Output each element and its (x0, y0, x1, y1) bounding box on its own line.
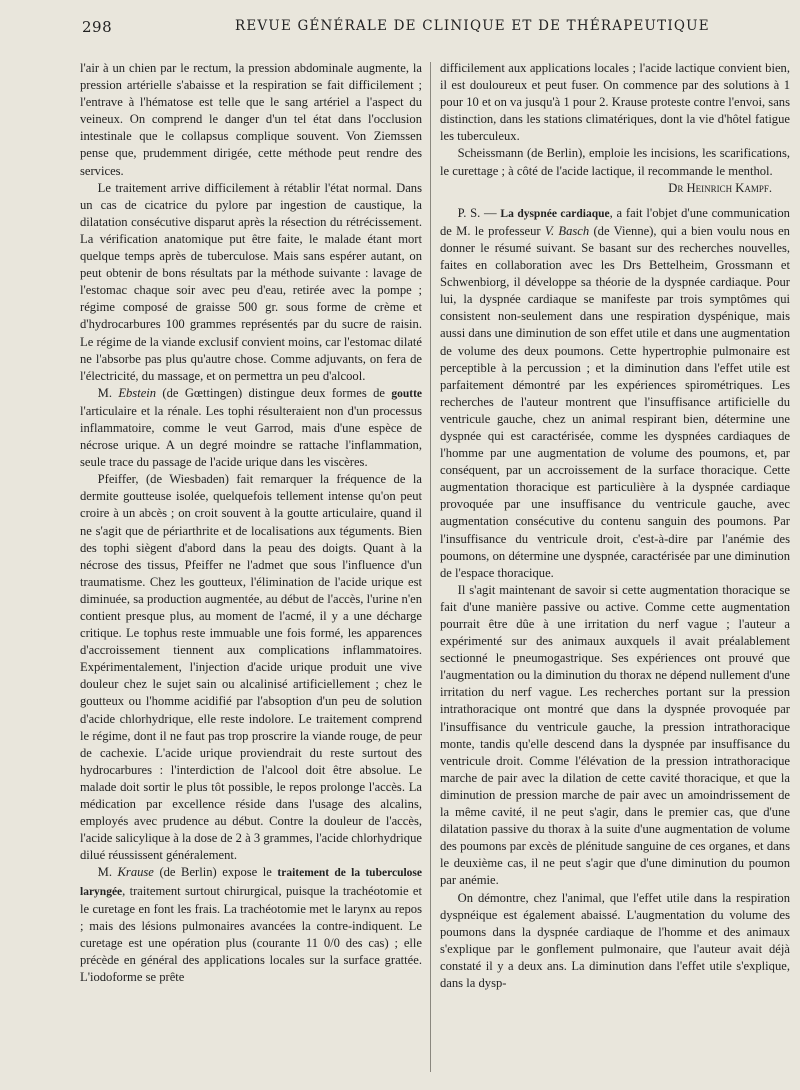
text-run: (de Vienne), qui a bien voulu nous en donner le résumé suivant. Se basant sur des recherches nouvelles, faites en collaboration avec les Drs Bettelheim, Grossmann et Schwenbiorg, il développe sa théorie de la dyspnée cardiaque. Pour lui, la dyspnée cardiaque se manifeste par trois symptômes qui consistent non-seulement dans une respiration dyspénique, mais aussi dans une diminution de son effet utile et dans une augmentation de volume des deux poumons. Cette hypertrophie pulmonaire est perceptible à la percussion ; et la diminution dans l'effet utile est parfaitement démontré par les expériences spirométriques. Les recherches de l'auteur montrent que l'insuffisance artificielle du ventricule gauche, chez un animal respirant bien, détermine une dyspnée qui est caractérisée, comme les dyspnées cardiaques de l'homme par une augmentation de volume des poumons, et, par conséquent, par un accroissement de la surface thoracique. Cette augmentation thoracique est particulière à la dyspnée cardiaque provoquée par une insuffisance du ventricule gauche, avec augmentation consécutive du contenu sanguin des poumons. Par l'insuffisance du ventricule droit, c'est-à-dire par l'anémie des poumons, on détermine une dyspnée, caractérisée par une diminution de l'espace thoracique. (440, 223, 790, 580)
paragraph-ebstein-goutte (80, 385, 422, 471)
page-header (70, 16, 795, 44)
author-name: V. Basch (544, 223, 590, 238)
author-signature: Dr Heinrich Kampf. (668, 180, 772, 195)
topic-term: La dyspnée cardiaque (500, 207, 610, 220)
column-divider (430, 62, 431, 1072)
text-run: (de Gœttingen) distingue deux formes de (156, 385, 392, 400)
author-name: Ebstein (118, 385, 157, 400)
paragraph-scheissmann: Scheissmann (de Berlin), emploie les incisions, les scarifications, le curettage ; à côté de l'acide lactique, il recommande le menthol. (440, 146, 790, 178)
paragraph-effet-utile: On démontre, chez l'animal, que l'effet utile dans la respiration dyspnéique est également abaissé. L'augmentation du volume des poumons dans la dyspnée cardiaque de l'homme et des animaux s'explique par le gonflement pulmonaire, que l'auteur avait déjà constaté il y a deux ans. La diminution dans l'effet utile s'explique, dans la dysp- (440, 890, 790, 990)
section-gap (440, 197, 790, 205)
text-run: M. (97, 385, 119, 400)
topic-term: traitement de la tuberculose laryngée (80, 867, 422, 898)
topic-term: goutte (391, 387, 422, 400)
paragraph-augmentation-thoracique: Il s'agit maintenant de savoir si cette augmentation thoracique se fait d'une manière passive ou active. Comme cette augmentation pourrait être dûe à une irritation du nerf vague ; l'auteur a expérimenté sur des animaux auxquels il avait préalablement sectionné le pneumogastrique. Ses expériences ont prouvé que l'augmentation ou la diminution du thorax ne dépend nullement d'une irritation du nerf vague. Les recherches portant sur la pression intrathoracique ont montré que dans la dyspnée provoquée par l'insuffisance du ventricule gauche, la pression intrathoracique monte, tandis qu'elle descend dans la dyspnée par insuffisance du ventricule droit. Comme l'élévation de la pression intrathoracique marche de pair avec la dilation de cette cavité thoracique, et que la diminution de pression marche de pair avec un amoindrissement de la même cavité, il ne peut s'agir, dans le premier cas, que d'une dilatation passive du thorax à la suite d'une augmentation de volume des poumons par excès de plénitude sanguine de ces organes, et dans le deuxième cas, il ne peut s'agir que d'une diminution du poumon par anémie. (440, 582, 790, 888)
running-title: REVUE GÉNÉRALE DE CLINIQUE ET DE THÉRAPEUTIQUE (235, 18, 710, 34)
page-number: 298 (82, 18, 113, 36)
right-column (440, 60, 790, 1080)
text-run: , a fait l'objet d'une communication de M. le professeur (440, 205, 790, 238)
paragraph-traitement-dilatation: Le traitement arrive difficilement à rétablir l'état normal. Dans un cas de cicatrice du pylore par ingestion de caustique, la dilatation consécutive disparut après la résection du rétrécissement. La vérification anatomique put être faite, le malade étant mort quelque temps après de tuberculose. Mais sans espérer autant, on peut obtenir de bons résultats par la méthode suivante : lavage de l'estomac chaque soir avec peu d'eau, retirée avec la pompe ; régime composé de graisse 500 gr. sous forme de crème et d'hydrocarbures 100 grammes représentés par du sucre de raisin. Le régime de la viande exclusif convient moins, car l'estomac dilaté ne l'absorbe pas plus qu'autre chose. Comme adjuvants, on fera de l'électricité, du massage, et on permettra un peu d'alcool. (80, 180, 422, 383)
author-name: Krause (117, 865, 154, 880)
text-run: l'articulaire et la rénale. Les tophi résulteraient non d'un processus inflammatoire, comme le veut Garrod, mais d'une espèce de nécrose urique. A un degré moindre se rattache l'inflammation, seule trace du passage de l'acide urique dans les viscères. (80, 403, 422, 470)
paragraph-dyspnee-cardiaque (440, 205, 790, 582)
text-run: , traitement surtout chirurgical, puisque la trachéotomie et le curetage en font les frais. La trachéotomie met le larynx au repos ; mais des lésions pulmonaires avancées la contre-indiquent. Le curetage est une opération plus (courante 11 0/0 des cas) ; elle précède en général des applications locales sur la surface grattée. L'iodoforme se prête (80, 883, 422, 984)
text-run: (de Berlin) expose le (153, 865, 278, 880)
paragraph-krause-tuberculose (80, 864, 422, 986)
paragraph-acide-lactique: difficilement aux applications locales ; l'acide lactique convient bien, il est douloureux et peut fuser. On commence par des solutions à 1 pour 10 et on va jusqu'à 1 pour 2. Krause proteste contre l'envoi, sans distinction, dans les stations climatériques, dont la vie d'hôtel fatigue les tuberculeux. (440, 61, 790, 144)
left-column (80, 60, 422, 1080)
paragraph-air-rectum: l'air à un chien par le rectum, la pression abdominale augmente, la pression artérielle s'abaisse et la respiration se fait difficilement ; l'entrave à l'hématose est telle que le sang artériel a l'aspect du veineux. On comprend le danger d'un tel état dans l'occlusion intestinale que le collapsus complique souvent. Von Ziemssen pense que, prudemment dirigée, cette méthode peut rendre des services. (80, 61, 422, 178)
text-run: M. (97, 865, 118, 880)
paragraph-pfeiffer: Pfeiffer, (de Wiesbaden) fait remarquer la fréquence de la dermite goutteuse isolée, quelquefois tellement intense qu'on peut croire à un abcès ; on croit souvent à la goutte articulaire, quand il ne s'agit que de périarthrite et de localisations aux téguments. Bien des tophi siègent d'abord dans la peau des doigts. Quant à la nécrose des tissus, Pfeiffer ne l'admet que sous l'influence d'un traumatisme. Chez les goutteux, l'élimination de l'acide urique est diminuée, sa production augmentée, au début de l'accès, l'urine n'en contient presque plus, au moment de l'acmé, il y a une décharge critique. Le tophus reste immuable une fois formé, les apparences d'accroissement tiennent aux complications inflammatoires. Expérimentalement, l'injection d'acide urique produit une vive douleur chez le sujet sain ou alcalinisé artificiellement ; chez le goutteux ou l'homme acidifié par l'absoption d'un peu de solution d'acide chlorhydrique, elle reste indolore. Le traitement comprend le régime, dont il ne faut pas trop proscrire la viande rouge, de peur de cachexie. L'acide urique proviendrait du reste surtout des hydrocarbures : l'interdiction de l'alcool doit être absolue. Le malade doit sortir le plus tôt possible, le repos prolonge l'accès. La médication par excellence réside dans l'usage des alcalins, employés avec prudence au début. Contre la douleur de l'accès, l'acide salicylique à la dose de 2 à 3 grammes, l'acide chlorhydrique dilué réussissent généralement. (80, 472, 422, 863)
text-run: P. S. — (457, 205, 501, 220)
